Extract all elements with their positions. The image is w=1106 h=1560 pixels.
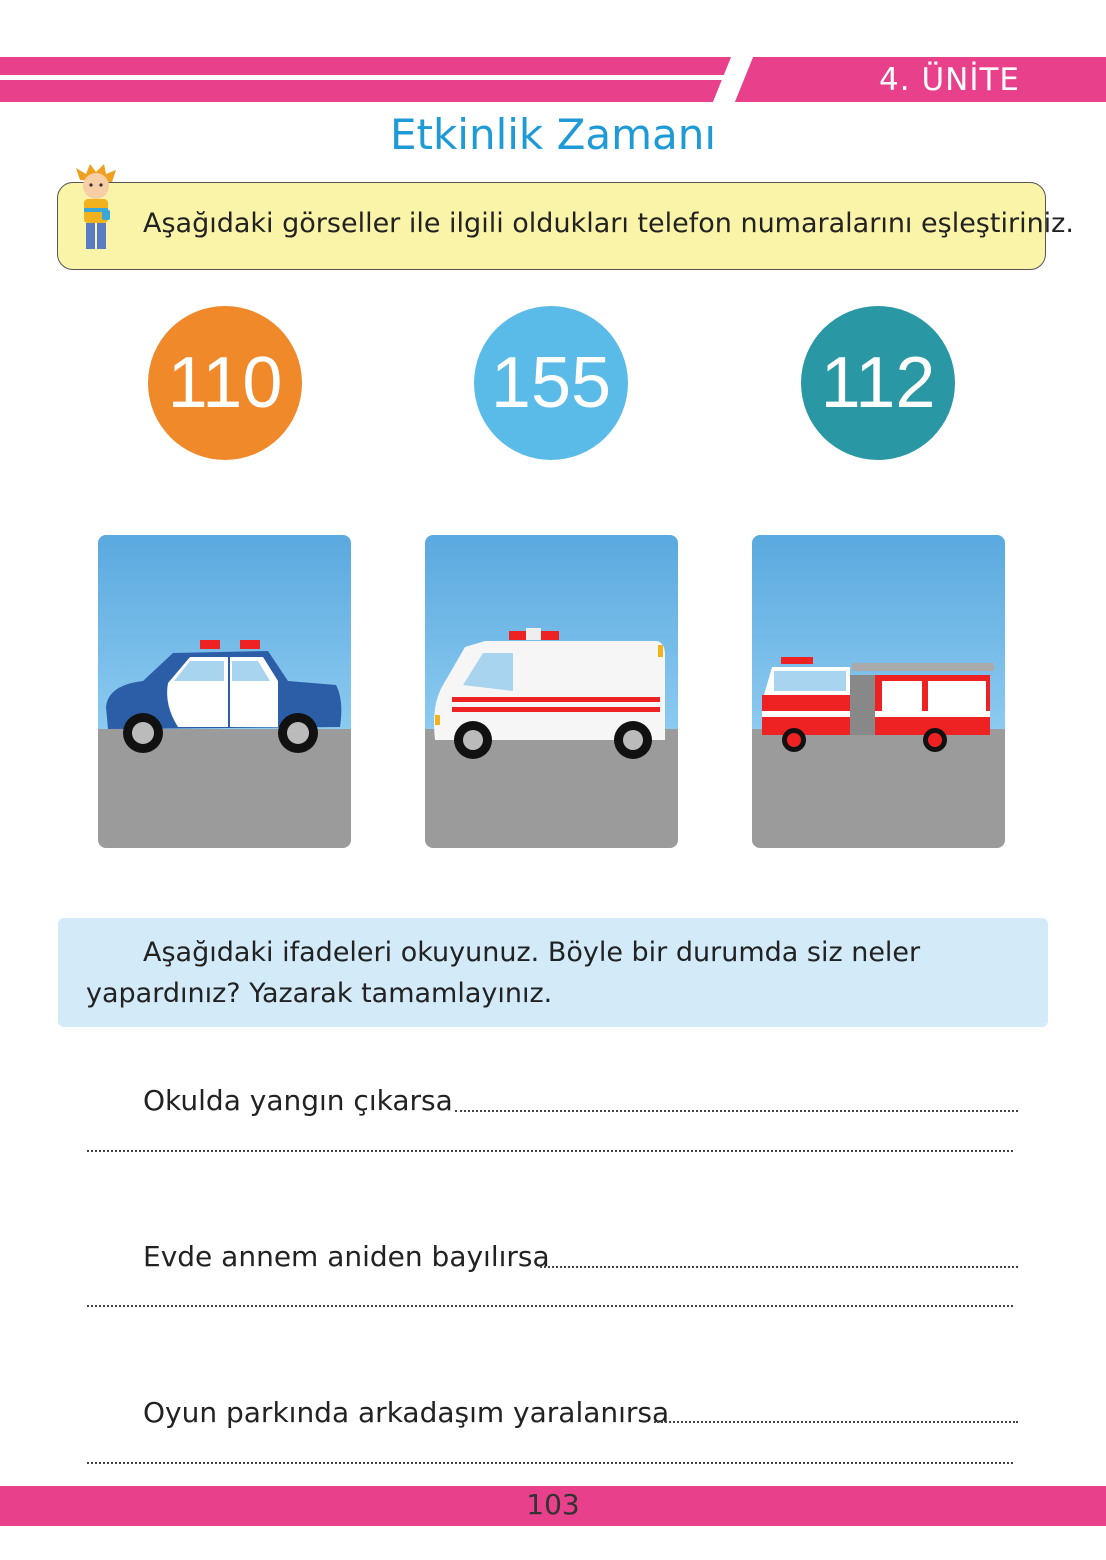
- answer-line-3a[interactable]: [654, 1421, 1018, 1423]
- sentence-1: Okulda yangın çıkarsa: [143, 1084, 453, 1117]
- answer-line-2b[interactable]: [87, 1305, 1013, 1307]
- answer-line-2a[interactable]: [540, 1266, 1018, 1268]
- ambulance-image: [425, 535, 678, 848]
- number-circle-112: 112: [801, 306, 955, 460]
- header-stripe: [0, 75, 728, 80]
- instruction-text: Aşağıdaki görseller ile ilgili oldukları telefon numaralarını eşleştiriniz.: [143, 208, 1074, 239]
- boy-character-icon: [66, 162, 126, 258]
- unit-label: 4. ÜNİTE: [879, 62, 1020, 98]
- police-car-image: [98, 535, 351, 848]
- page-number: 103: [526, 1488, 580, 1521]
- number-circle-110: 110: [148, 306, 302, 460]
- page-title: Etkinlik Zamanı: [389, 110, 717, 159]
- sentence-2: Evde annem aniden bayılırsa: [143, 1240, 550, 1273]
- fire-truck-image: [752, 535, 1005, 848]
- answer-line-3b[interactable]: [87, 1462, 1013, 1464]
- sentence-3: Oyun parkında arkadaşım yaralanırsa: [143, 1396, 670, 1429]
- number-circle-155: 155: [474, 306, 628, 460]
- answer-line-1a[interactable]: [455, 1110, 1018, 1112]
- question-text: Aşağıdaki ifadeleri okuyunuz. Böyle bir durumda siz neler yapardınız? Yazarak tamamlayınız.: [86, 937, 921, 1009]
- answer-line-1b[interactable]: [87, 1150, 1013, 1152]
